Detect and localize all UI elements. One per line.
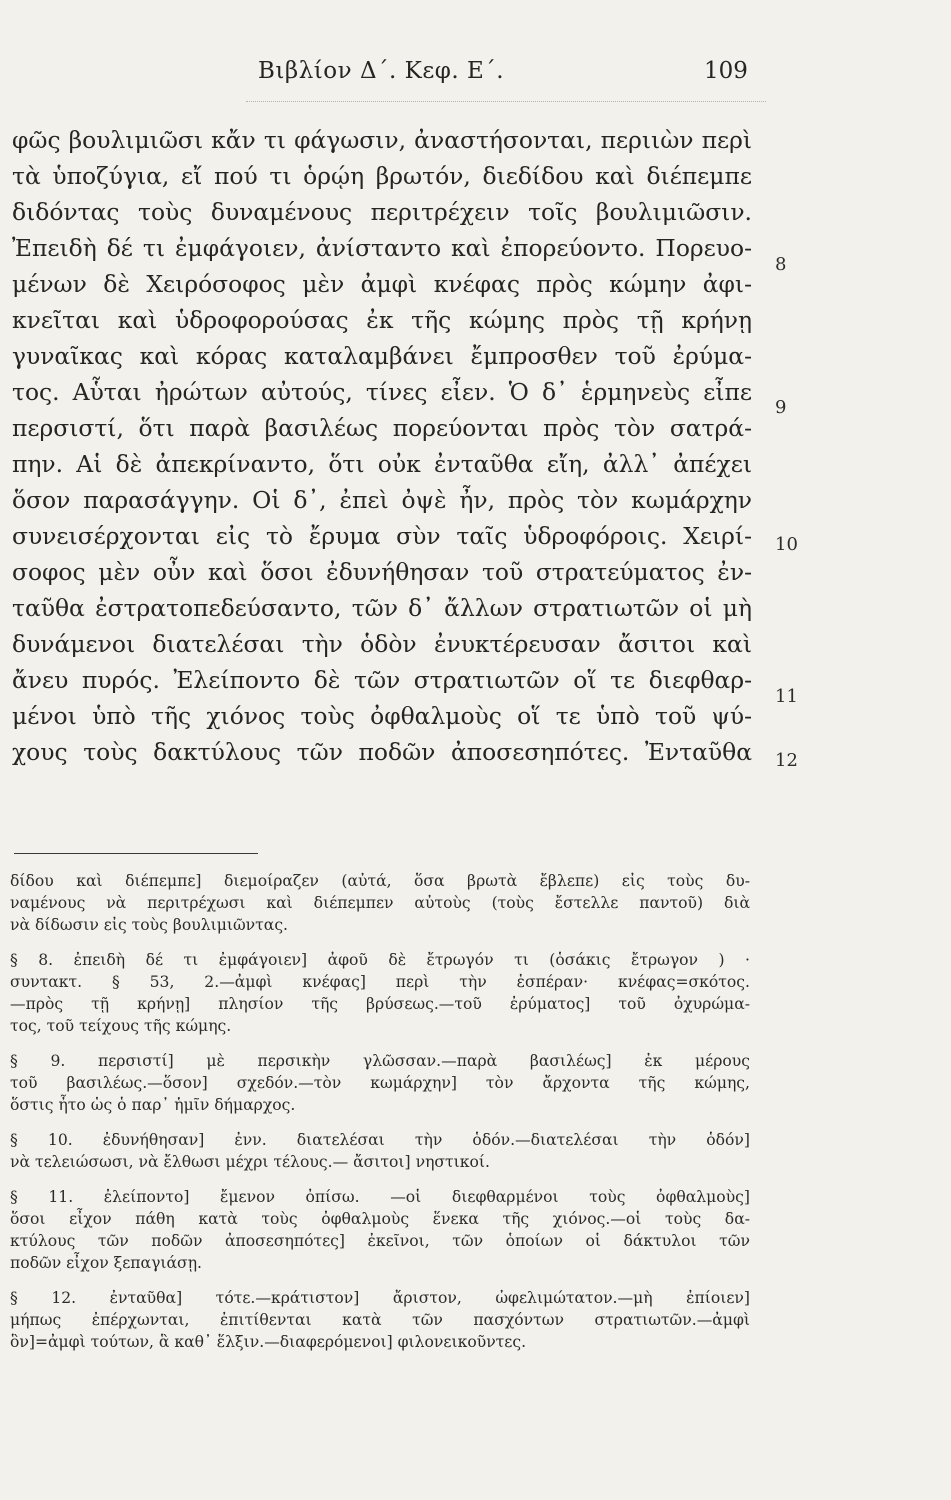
note-line: —πρὸς τῇ κρήνῃ] πλησίον τῆς βρύσεως.—τοῦ ἐρύματος] τοῦ ὀχυρώμα- <box>10 995 750 1013</box>
note-line: § 11. ἐλείποντο] ἔμενον ὀπίσω. —οἱ διεφθαρμένοι τοὺς ὀφθαλμοὺς] <box>10 1188 750 1206</box>
note-line: ναμένους νὰ περιτρέχωσι καὶ διέπεμπεν αὐτοὺς (τοὺς ἔστελλε παντοῦ) διὰ <box>10 894 750 912</box>
note-line: ὃν]=ἀμφὶ τούτων, ἃ καθ᾿ ἕλξιν.—διαφερόμενοι] φιλονεικοῦντες. <box>10 1333 527 1351</box>
running-head: Βιβλίον Δ΄. Κεφ. Ε΄. <box>258 58 505 84</box>
page-number: 109 <box>704 58 748 84</box>
note-line: ὅσοι εἶχον πάθη κατὰ τοὺς ὀφθαλμοὺς ἕνεκα τῆς χιόνος.—οἱ τοὺς δα- <box>10 1210 750 1228</box>
text-line: μένοι ὑπὸ τῆς χιόνος τοὺς ὀφθαλμοὺς οἵ τε ὑπὸ τοῦ ψύ- <box>12 702 752 730</box>
text-line: Ἐπειδὴ δέ τι ἐμφάγοιεν, ἀνίσταντο καὶ ἐπορεύοντο. Πορευο- <box>12 234 752 262</box>
header-rule <box>246 101 766 102</box>
note-line: ὅστις ἦτο ὡς ὁ παρ᾿ ἡμῖν δήμαρχος. <box>10 1096 296 1114</box>
section-number: 11 <box>775 686 798 707</box>
text-line: σοφος μὲν οὖν καὶ ὅσοι ἐδυνήθησαν τοῦ στρατεύματος ἐν- <box>12 558 752 586</box>
note-line: συντακτ. § 53, 2.—ἀμφὶ κνέφας] περὶ τὴν ἑσπέραν· κνέφας=σκότος. <box>10 973 750 991</box>
text-line: δυνάμενοι διατελέσαι τὴν ὁδὸν ἐνυκτέρευσαν ἄσιτοι καὶ <box>12 630 752 658</box>
text-line: φῶς βουλιμιῶσι κἄν τι φάγωσιν, ἀναστήσονται, περιιὼν περὶ <box>12 126 752 154</box>
text-line: χους τοὺς δακτύλους τῶν ποδῶν ἀποσεσηπότες. Ἐνταῦθα <box>12 738 752 766</box>
note-line: δίδου καὶ διέπεμπε] διεμοίραζεν (αὐτά, ὅσα βρωτὰ ἔβλεπε) εἰς τοὺς δυ- <box>10 872 750 890</box>
section-number: 8 <box>775 254 787 275</box>
note-line: νὰ τελειώσωσι, νὰ ἔλθωσι μέχρι τέλους.— ἄσιτοι] νηστικοί. <box>10 1153 491 1171</box>
section-number: 9 <box>775 397 787 418</box>
text-line: ὅσον παρασάγγην. Οἱ δ᾿, ἐπεὶ ὀψὲ ἦν, πρὸς τὸν κωμάρχην <box>12 486 752 514</box>
note-line: § 8. ἐπειδὴ δέ τι ἐμφάγοιεν] ἀφοῦ δὲ ἔτρωγόν τι (ὁσάκις ἔτρωγον ) · <box>10 951 750 969</box>
text-line: συνεισέρχονται εἰς τὸ ἔρυμα σὺν ταῖς ὑδροφόροις. Χειρί- <box>12 522 752 550</box>
text-line: ἄνευ πυρός. Ἐλείποντο δὲ τῶν στρατιωτῶν οἵ τε διεφθαρ- <box>12 666 752 694</box>
note-line: § 9. περσιστί] μὲ περσικὴν γλῶσσαν.—παρὰ βασιλέως] ἐκ μέρους <box>10 1052 750 1070</box>
text-line: τος. Αὗται ἠρώτων αὐτούς, τίνες εἶεν. Ὁ δ᾿ ἑρμηνεὺς εἶπε <box>12 378 752 406</box>
note-line: κτύλους τῶν ποδῶν ἀποσεσηπότες] ἐκεῖνοι, τῶν ὁποίων οἱ δάκτυλοι τῶν <box>10 1232 750 1250</box>
note-line: μήπως ἐπέρχωνται, ἐπιτίθενται κατὰ τῶν πασχόντων στρατιωτῶν.—ἀμφὶ <box>10 1311 750 1329</box>
section-number: 10 <box>775 534 798 555</box>
text-line: περσιστί, ὅτι παρὰ βασιλέως πορεύονται πρὸς τὸν σατρά- <box>12 414 752 442</box>
note-line: τος, τοῦ τείχους τῆς κώμης. <box>10 1017 232 1035</box>
text-line: τὰ ὑποζύγια, εἴ πού τι ὁρῴη βρωτόν, διεδίδου καὶ διέπεμπε <box>12 162 752 190</box>
note-line: § 12. ἐνταῦθα] τότε.—κράτιστον] ἄριστον, ὠφελιμώτατον.—μὴ ἐπίοιεν] <box>10 1289 750 1307</box>
text-line: διδόντας τοὺς δυναμένους περιτρέχειν τοῖς βουλιμιῶσιν. <box>12 198 752 226</box>
note-line: § 10. ἐδυνήθησαν] ἐνν. διατελέσαι τὴν ὁδόν.—διατελέσαι τὴν ὁδόν] <box>10 1131 750 1149</box>
text-line: κνεῖται καὶ ὑδροφορούσας ἐκ τῆς κώμης πρὸς τῇ κρήνῃ <box>12 306 752 334</box>
note-line: τοῦ βασιλέως.—ὅσον] σχεδόν.—τὸν κωμάρχην] τὸν ἄρχοντα τῆς κώμης, <box>10 1074 750 1092</box>
footnote-rule <box>14 853 258 854</box>
text-line: μένων δὲ Χειρόσοφος μὲν ἀμφὶ κνέφας πρὸς κώμην ἀφι- <box>12 270 752 298</box>
text-line: γυναῖκας καὶ κόρας καταλαμβάνει ἔμπροσθεν τοῦ ἐρύμα- <box>12 342 752 370</box>
text-line: ταῦθα ἐστρατοπεδεύσαντο, τῶν δ᾿ ἄλλων στρατιωτῶν οἱ μὴ <box>12 594 752 622</box>
text-line: πην. Αἱ δὲ ἀπεκρίναντο, ὅτι οὐκ ἐνταῦθα εἴη, ἀλλ᾿ ἀπέχει <box>12 450 752 478</box>
note-line: ποδῶν εἶχον ξεπαγιάσῃ. <box>10 1254 202 1272</box>
page-header <box>0 58 951 92</box>
section-number: 12 <box>775 750 798 771</box>
note-line: νὰ δίδωσιν εἰς τοὺς βουλιμιῶντας. <box>10 916 289 934</box>
